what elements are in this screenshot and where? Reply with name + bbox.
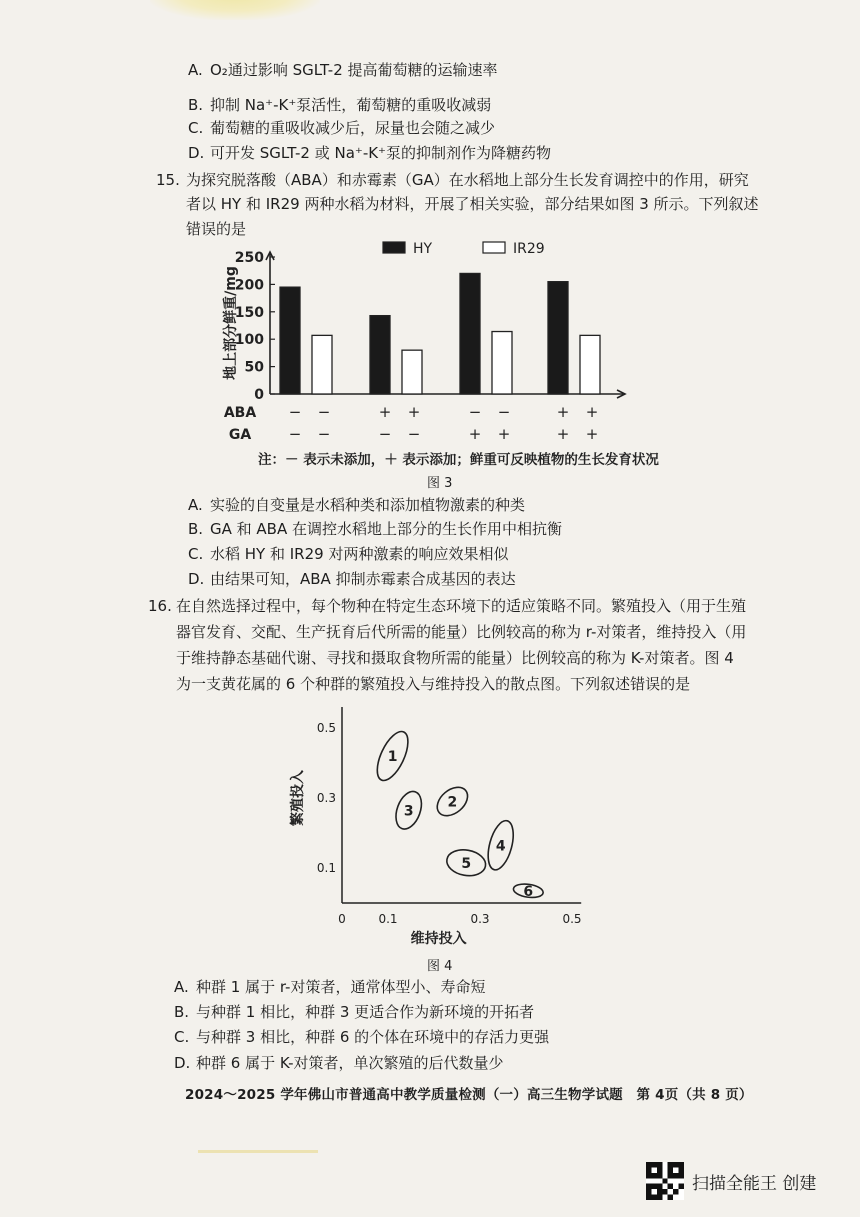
y-tick-label: 250 (234, 250, 264, 266)
x-tick-label: 0 (338, 912, 346, 926)
y-tick-label: 0.5 (316, 721, 336, 735)
y-axis-label: 繁殖投入 (290, 770, 306, 826)
y-axis-label: 地上部分鲜重/mg (223, 266, 239, 380)
y-tick-label: 0.1 (316, 861, 336, 875)
treatment-mark-aba: − (317, 403, 331, 421)
x-tick-label: 0.5 (562, 912, 582, 926)
treatment-mark-ga: − (407, 425, 421, 443)
q14-option-d[interactable]: D. 可开发 SGLT-2 或 Na⁺-K⁺泵的抑制剂作为降糖药物 (188, 144, 551, 162)
q16-option-b[interactable]: B. 与种群 1 相比，种群 3 更适合作为新环境的开拓者 (174, 1003, 535, 1021)
treatment-mark-aba: + (407, 403, 421, 421)
q14-option-a[interactable]: A. O₂通过影响 SGLT-2 提高葡萄糖的运输速率 (188, 61, 498, 79)
scanner-badge-text: 扫描全能王 创建 (692, 1173, 817, 1194)
treatment-mark-aba: + (585, 403, 599, 421)
q15-option-d[interactable]: D. 由结果可知，ABA 抑制赤霉素合成基因的表达 (188, 570, 516, 588)
q14-option-c[interactable]: C. 葡萄糖的重吸收减少后，尿量也会随之减少 (188, 119, 496, 137)
y-tick-label: 50 (244, 359, 264, 376)
paper-stain (150, 0, 320, 20)
y-tick-label: 200 (234, 277, 264, 294)
row-label-aba: ABA (223, 405, 257, 421)
bar-ir29-4 (580, 335, 600, 394)
bar-hy-4 (548, 282, 568, 394)
treatment-mark-aba: + (378, 403, 392, 421)
q16-stem-line: 为一支黄花属的 6 个种群的繁殖投入与维持投入的散点图。下列叙述错误的是 (176, 675, 691, 693)
paper-mark (198, 1150, 318, 1153)
q16-number: 16. (148, 597, 172, 615)
figure-4-caption: 图 4 (427, 959, 453, 974)
bar-hy-3 (460, 273, 480, 394)
x-axis-label: 维持投入 (410, 931, 467, 947)
q15-stem-line: 者以 HY 和 IR29 两种水稻为材料，开展了相关实验，部分结果如图 3 所示。下列叙述 (186, 195, 759, 213)
y-tick-label: 150 (234, 304, 264, 321)
qr-code-icon (646, 1162, 684, 1200)
q14-option-b[interactable]: B. 抑制 Na⁺-K⁺泵活性，葡萄糖的重吸收减弱 (188, 96, 492, 114)
population-label-2: 2 (447, 794, 458, 811)
population-label-5: 5 (461, 855, 472, 872)
page-footer: 2024～2025 学年佛山市普通高中教学质量检测（一）高三生物学试题 第 4页（共 8 页） (185, 1087, 753, 1103)
q15-option-c[interactable]: C. 水稻 HY 和 IR29 对两种激素的响应效果相似 (188, 545, 509, 563)
treatment-mark-ga: + (468, 425, 482, 443)
treatment-mark-ga: + (556, 425, 570, 443)
treatment-mark-ga: − (378, 425, 392, 443)
legend-swatch-ir29 (483, 242, 505, 253)
treatment-mark-aba: − (468, 403, 482, 421)
figure-4-scatter-plot (280, 695, 600, 955)
bar-hy-2 (370, 316, 390, 394)
treatment-mark-ga: + (497, 425, 511, 443)
population-label-4: 4 (495, 838, 506, 855)
q16-option-c[interactable]: C. 与种群 3 相比，种群 6 的个体在环境中的存活力更强 (174, 1028, 550, 1046)
q16-option-a[interactable]: A. 种群 1 属于 r-对策者，通常体型小、寿命短 (174, 978, 486, 996)
y-tick-label: 0.3 (316, 791, 336, 805)
treatment-mark-ga: − (317, 425, 331, 443)
q15-stem-line: 为探究脱落酸（ABA）和赤霉素（GA）在水稻地上部分生长发育调控中的作用，研究 (186, 171, 749, 189)
q15-number: 15. (156, 171, 180, 189)
figure-3-caption: 图 3 (427, 476, 453, 491)
population-label-6: 6 (523, 883, 534, 900)
chart-note: 注：－ 表示未添加，＋ 表示添加；鲜重可反映植物的生长发育状况 (258, 452, 659, 468)
y-tick-label: 0 (254, 387, 264, 403)
q16-stem-line: 器官发育、交配、生产抚育后代所需的能量）比例较高的称为 r-对策者，维持投入（用 (176, 623, 747, 641)
legend-label-ir29: IR29 (513, 241, 545, 257)
treatment-mark-ga: − (288, 425, 302, 443)
x-tick-label: 0.1 (378, 912, 398, 926)
bar-hy-1 (280, 287, 300, 394)
treatment-mark-ga: + (585, 425, 599, 443)
q15-stem-line: 错误的是 (186, 220, 247, 238)
row-label-ga: GA (228, 427, 252, 443)
q16-stem-line: 在自然选择过程中，每个物种在特定生态环境下的适应策略不同。繁殖投入（用于生殖 (176, 597, 747, 615)
treatment-mark-aba: + (556, 403, 570, 421)
treatment-mark-aba: − (497, 403, 511, 421)
population-label-3: 3 (403, 803, 414, 820)
q16-stem-line: 于维持静态基础代谢、寻找和摄取食物所需的能量）比例较高的称为 K-对策者。图 4 (176, 649, 734, 667)
scanner-watermark (646, 1162, 816, 1200)
legend-label-hy: HY (413, 241, 433, 257)
q15-option-b[interactable]: B. GA 和 ABA 在调控水稻地上部分的生长作用中相抗衡 (188, 520, 563, 538)
q15-option-a[interactable]: A. 实验的自变量是水稻种类和添加植物激素的种类 (188, 496, 526, 514)
figure-3-bar-chart (200, 232, 700, 472)
bar-ir29-2 (402, 350, 422, 394)
x-tick-label: 0.3 (470, 912, 490, 926)
q16-option-d[interactable]: D. 种群 6 属于 K-对策者，单次繁殖的后代数量少 (174, 1054, 504, 1072)
bar-ir29-3 (492, 332, 512, 394)
treatment-mark-aba: − (288, 403, 302, 421)
bar-ir29-1 (312, 335, 332, 394)
legend-swatch-hy (383, 242, 405, 253)
y-tick-label: 100 (234, 332, 264, 349)
population-label-1: 1 (387, 749, 398, 765)
